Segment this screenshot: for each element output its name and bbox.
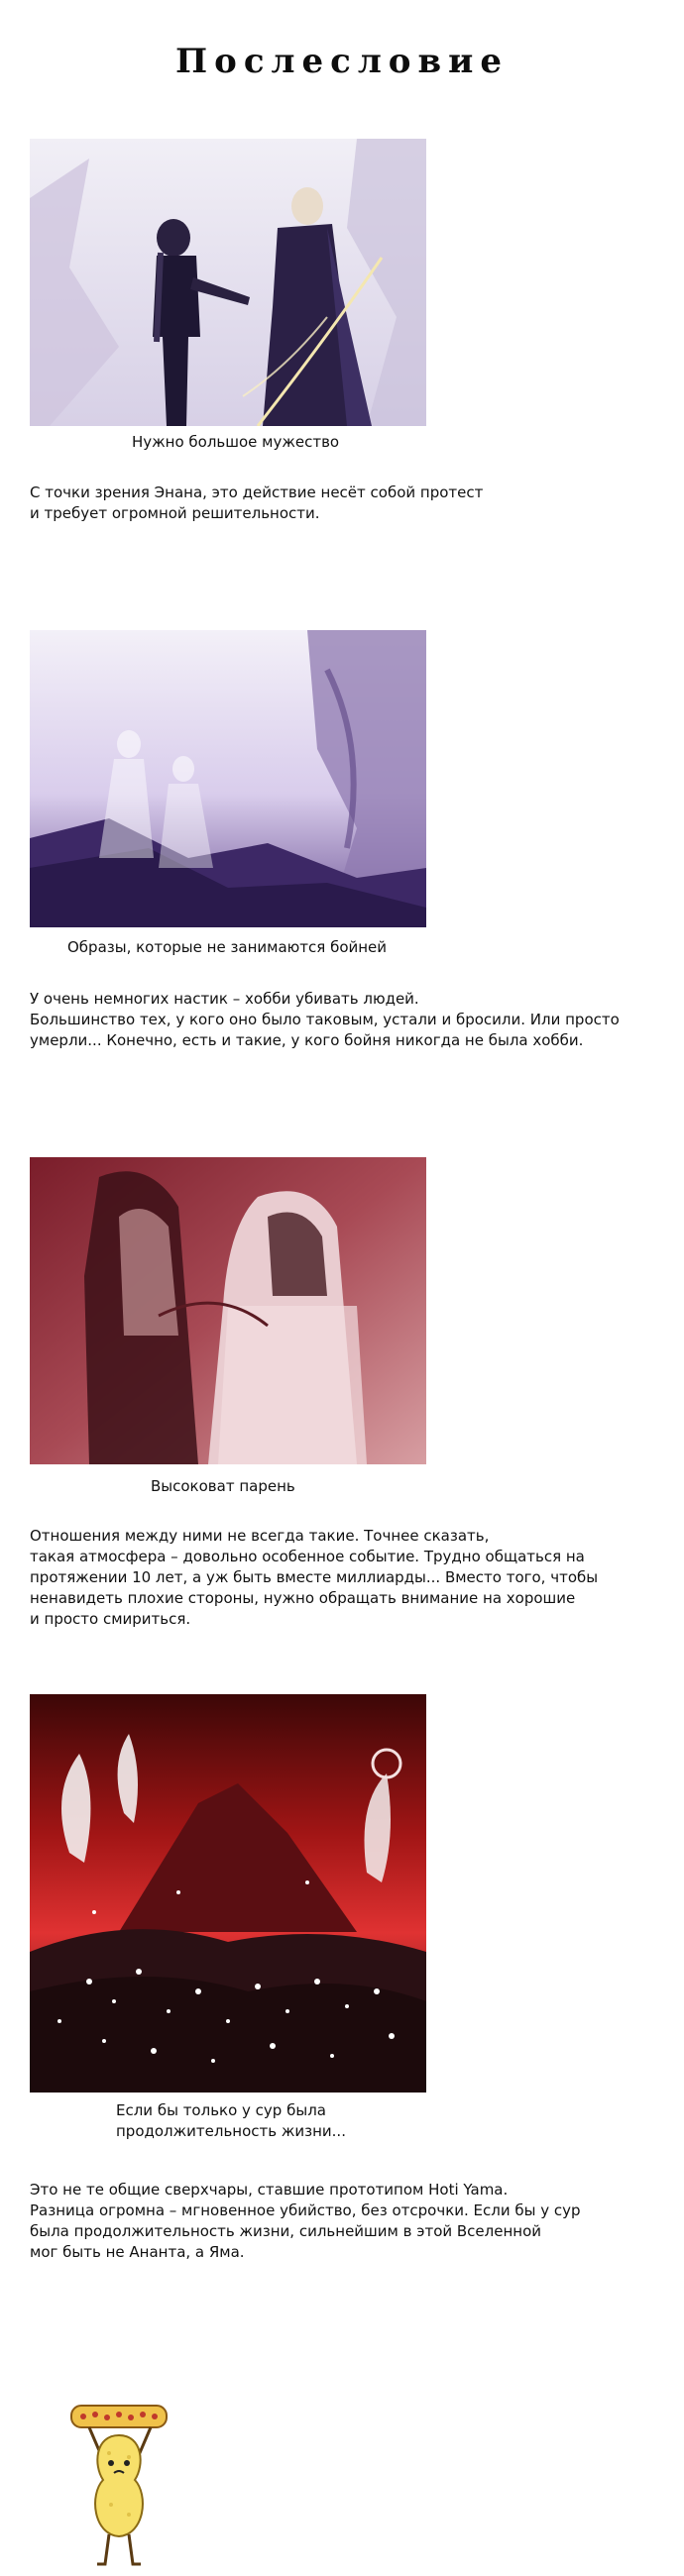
comic-panel-2 — [30, 630, 426, 927]
afterword-text-4: Это не те общие сверхчары, ставшие прототипом Hoti Yama. Разница огромна – мгновенное убийство, без отсрочки. Если бы у сур была продолжительность жизни, сильнейшим в этой Вселенной мог быть не Ананта, а Яма. — [30, 2181, 581, 2261]
peanut-mascot-icon — [59, 2396, 178, 2569]
afterword-text-2: У очень немногих настик – хобби убивать людей. Большинство тех, у кого оно было таковым, устали и бросили. Или просто умерли... Конечно, есть и такие, у кого бойня никогда не была хобби. — [30, 990, 620, 1049]
comic-panel-3 — [30, 1157, 426, 1464]
comic-panel-4 — [30, 1694, 426, 2093]
caption-4: Если бы только у сур была продолжительность жизни... — [116, 2101, 346, 2140]
page-title: Послесловие — [175, 42, 509, 81]
caption-1: Нужно большое мужество — [132, 433, 340, 451]
afterword-text-1: С точки зрения Энана, это действие несёт собой протест и требует огромной решительности. — [30, 483, 484, 522]
caption-2: Образы, которые не занимаются бойней — [67, 938, 388, 956]
comic-panel-1 — [30, 139, 426, 426]
afterword-text-3: Отношения между ними не всегда такие. Точнее сказать, такая атмосфера – довольно особенное событие. Трудно общаться на протяжении 10 лет, а уж быть вместе миллиарды... Вместо того, чтобы ненавидеть плохие стороны, нужно обращать внимание на хорошие и просто смириться. — [30, 1527, 599, 1628]
caption-3: Высоковат парень — [151, 1477, 295, 1495]
